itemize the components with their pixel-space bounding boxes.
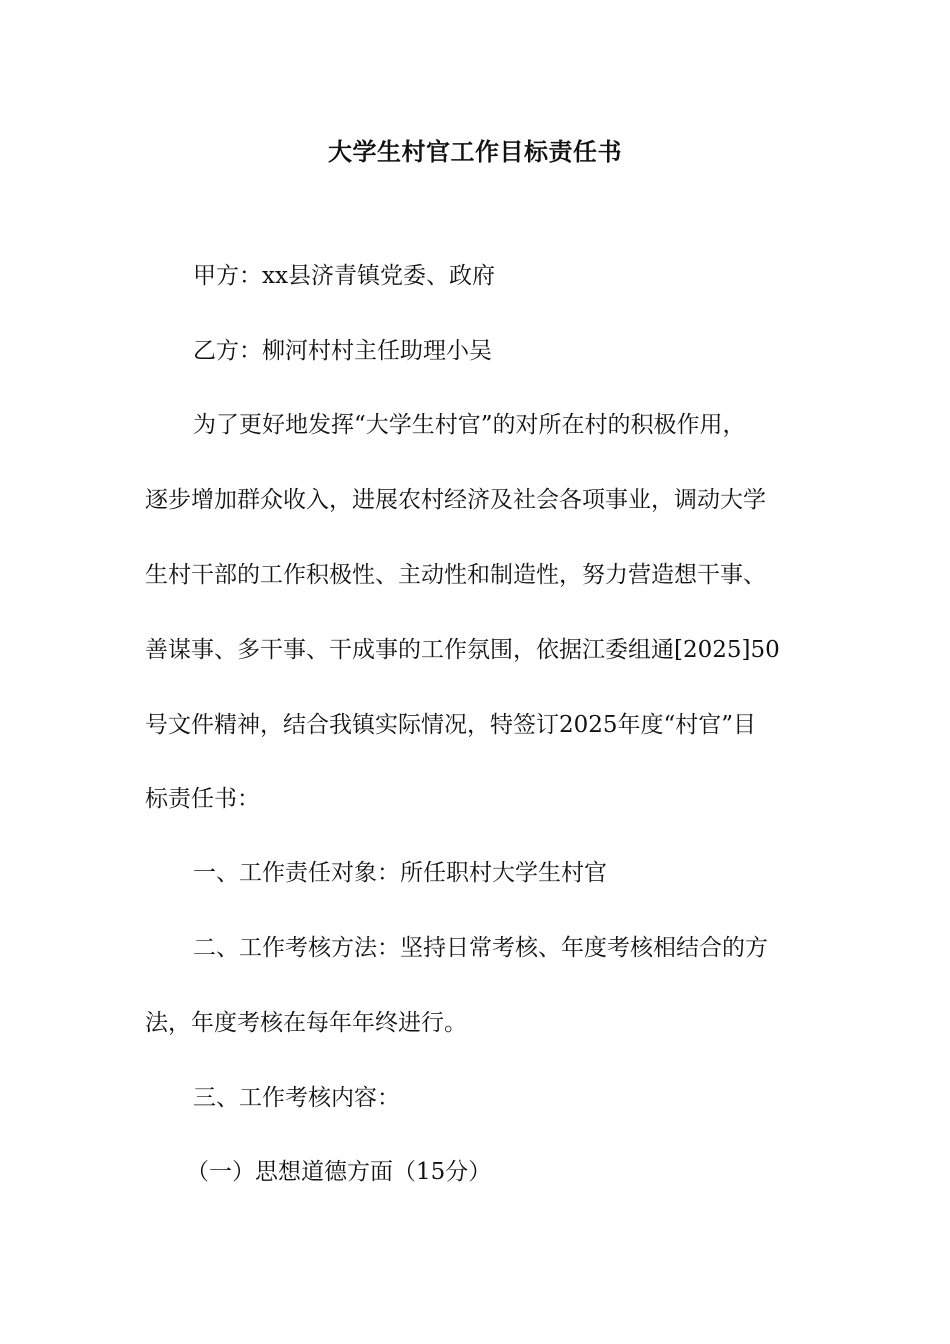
intro-paragraph-line: 逐步增加群众收入，进展农村经济及社会各项事业，调动大学 [145,487,766,513]
section-1-heading: 一、工作责任对象：所任职村大学生村官 [193,860,607,886]
intro-paragraph-line: 号文件精神，结合我镇实际情况，特签订2025年度“村官”目 [145,712,757,738]
party-b-line: 乙方：柳河村村主任助理小吴 [193,338,492,364]
intro-paragraph-line: 标责任书： [145,786,260,812]
intro-paragraph-line: 为了更好地发挥“大学生村官”的对所在村的积极作用， [193,412,746,438]
section-2-line: 法，年度考核在每年年终进行。 [145,1010,467,1036]
section-2-line: 二、工作考核方法：坚持日常考核、年度考核相结合的方 [193,935,768,961]
document-title: 大学生村官工作目标责任书 [328,137,622,166]
subsection-1-heading: （一）思想道德方面（15分） [186,1159,492,1185]
intro-paragraph-line: 善谋事、多干事、干成事的工作氛围，依据江委组通[2025]50 [145,637,780,663]
party-a-line: 甲方：xx县济青镇党委、政府 [193,263,495,289]
intro-paragraph-line: 生村干部的工作积极性、主动性和制造性，努力营造想干事、 [145,562,766,588]
section-3-heading: 三、工作考核内容： [193,1085,400,1111]
